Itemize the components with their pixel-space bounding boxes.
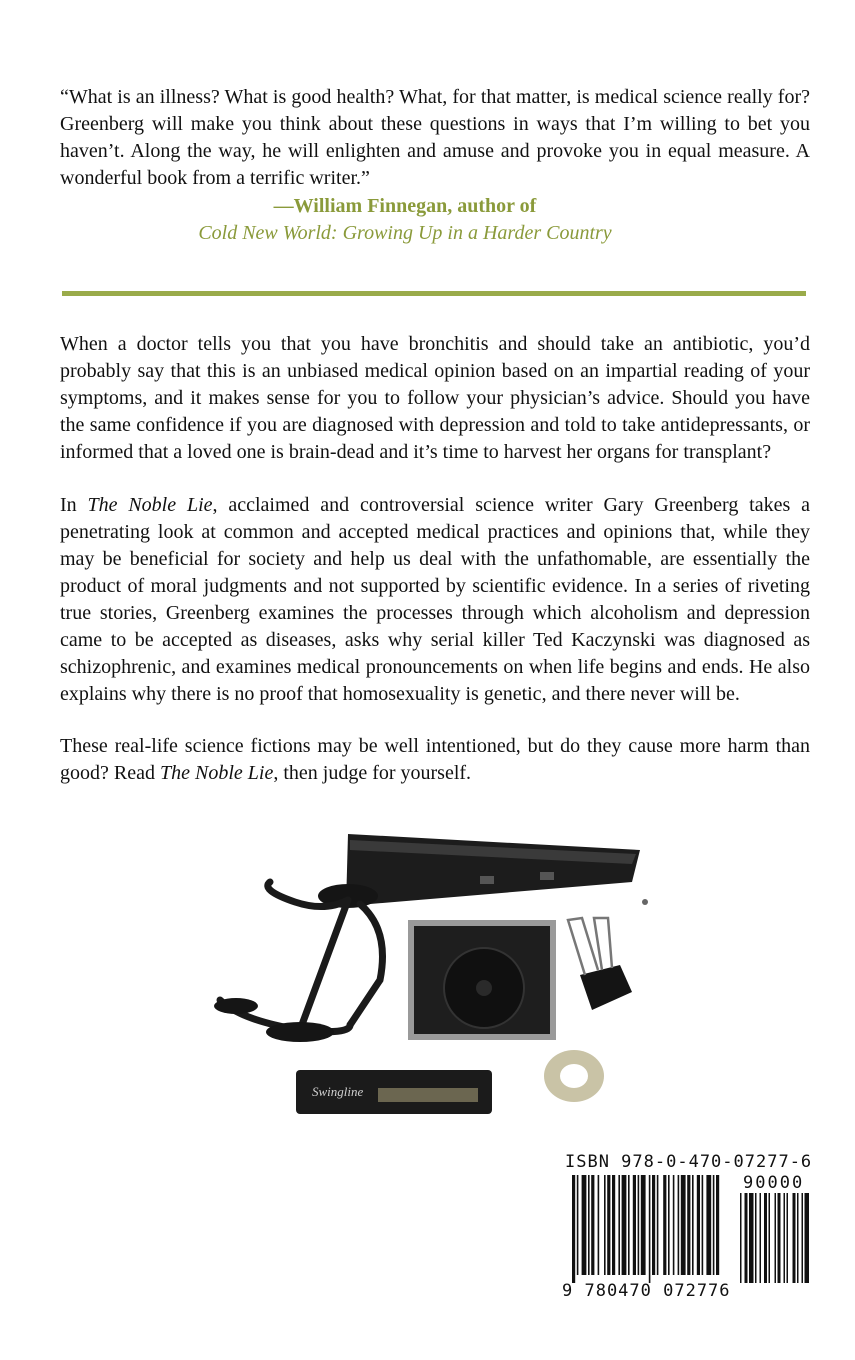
book-title: The Noble Lie: [159, 762, 274, 784]
barcode-bar: [692, 1175, 694, 1275]
stapler-brand: Swingline: [312, 1084, 364, 1099]
barcode-bar: [612, 1175, 615, 1275]
barcode-bar: [622, 1175, 627, 1275]
barcode-bar: [641, 1175, 646, 1275]
barcode-bar: [588, 1175, 590, 1275]
barcode-bar: [657, 1175, 659, 1275]
book-title: The Noble Lie: [87, 494, 213, 516]
blurb-quote: “What is an illness? What is good health? What, for that matter, is medical science really for? Greenberg will make you think about these questions in ways that I’m willing to bet you haven’t. Along the way, he will enlighten and amuse and provoke you in equal measure. A wonderful book from a terrific writer.”: [60, 86, 810, 189]
barcode-bar: [633, 1175, 636, 1275]
barcode-addon-bar: [775, 1193, 777, 1283]
hole-punch: [346, 834, 648, 906]
barcode-bar: [713, 1175, 715, 1275]
price-code: 90000: [743, 1173, 805, 1193]
barcode-bar: [697, 1175, 700, 1275]
ean-digits: 9 780470 072776: [562, 1281, 731, 1301]
barcode-bar: [678, 1175, 680, 1275]
barcode-addon-bar: [769, 1193, 771, 1283]
barcode-bar: [598, 1175, 600, 1275]
barcode-addon-bar: [755, 1193, 757, 1283]
barcode-bar: [618, 1175, 620, 1275]
barcode-bar: [638, 1175, 640, 1275]
barcode-bar: [673, 1175, 675, 1275]
tape-roll: [544, 1050, 604, 1102]
barcode-bar: [681, 1175, 686, 1275]
barcode-bar: [572, 1175, 575, 1283]
barcode-bar: [716, 1175, 719, 1275]
barcode-bar: [702, 1175, 704, 1275]
barcode-addon-bar: [797, 1193, 799, 1283]
barcode-addon-bar: [793, 1193, 796, 1283]
barcode-bar: [607, 1175, 610, 1275]
barcode-bar: [591, 1175, 594, 1275]
body-paragraph-3: [60, 733, 810, 787]
isbn-label: ISBN 978-0-470-07277-6: [565, 1152, 813, 1172]
cd-case: [408, 920, 556, 1040]
binder-rings: [214, 882, 383, 1042]
p3-lead: These real-life science fictions may be well intentioned, but do they cause more harm than good? Read: [60, 735, 810, 784]
barcode-addon-bar: [745, 1193, 748, 1283]
p2-lead: In: [60, 494, 88, 516]
office-supplies-photo: [200, 820, 660, 1120]
barcode-addon-bar: [787, 1193, 789, 1283]
barcode-bar: [604, 1175, 606, 1275]
barcode-bar: [582, 1175, 587, 1275]
p2-rest: , acclaimed and controversial science writer Gary Greenberg takes a penetrating look at common and accepted medical practices and opinions that, while they may be beneficial for society and help us deal with the unfathomable, are essentially the product of moral judgments and not supported by scientific evidence. In a series of riveting true stories, Greenberg examines the processes through which alcoholism and depression came to be accepted as diseases, asks why serial killer Ted Kaczynski was diagnosed as schizophrenic, and examines medical pronouncements on when life begins and ends. He also explains why there is no proof that homosexuality is genetic, and there never will be.: [60, 494, 810, 705]
binder-clip: [568, 918, 632, 1010]
barcode-bar: [628, 1175, 630, 1275]
barcode-bar: [649, 1175, 651, 1283]
barcode-bar: [663, 1175, 666, 1275]
barcode-bar: [706, 1175, 711, 1275]
quote-attribution-name: —William Finnegan, author of: [273, 195, 537, 217]
body-paragraph-1: When a doctor tells you that you have bronchitis and should take an antibiotic, you’d probably say that this is an unbiased medical opinion based on an impartial reading of your symptoms, and it makes sense for you to follow your physician’s advice. Should you have the same confidence if you are diagnosed with depression and told to take antidepressants, or informed that a loved one is brain-dead and it’s time to harvest her organs for transplant?: [60, 333, 810, 463]
barcode-addon-bar: [764, 1193, 767, 1283]
barcode-bar: [652, 1175, 655, 1275]
quote-attribution-book: Cold New World: Growing Up in a Harder Country: [198, 222, 612, 244]
divider-rule: [62, 291, 806, 296]
barcode-bar: [687, 1175, 690, 1275]
stapler: [296, 1070, 492, 1114]
p3-rest: , then judge for yourself.: [273, 762, 472, 784]
isbn-barcode: [572, 1175, 812, 1285]
body-paragraph-2: [60, 492, 810, 708]
barcode-addon-bar: [740, 1193, 742, 1283]
barcode-addon-bar: [805, 1193, 810, 1283]
barcode-addon-bar: [784, 1193, 786, 1283]
barcode-addon-bar: [778, 1193, 781, 1283]
barcode-addon-bar: [749, 1193, 754, 1283]
barcode-addon-bar: [760, 1193, 762, 1283]
barcode-bar: [668, 1175, 670, 1275]
barcode-addon-bar: [802, 1193, 804, 1283]
barcode-bar: [577, 1175, 579, 1275]
